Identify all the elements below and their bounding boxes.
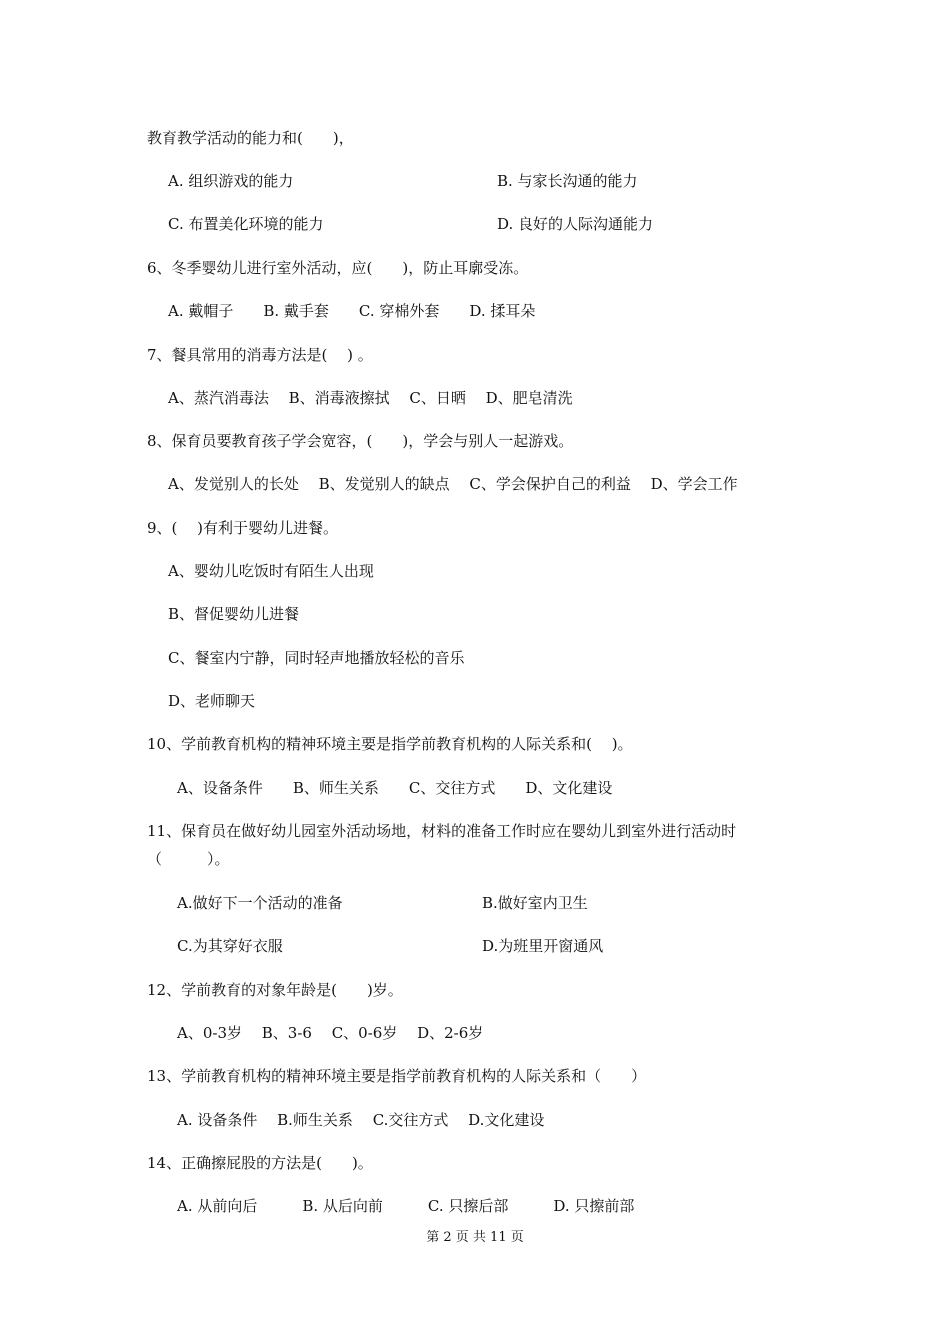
- question-11-option-b: B.做好室内卫生: [482, 894, 588, 912]
- question-8: 8、保育员要教育孩子学会宽容，( )，学会与别人一起游戏。: [147, 432, 574, 450]
- question-5-option-c: C. 布置美化环境的能力: [168, 215, 324, 233]
- question-9-option-b: B、督促婴幼儿进餐: [168, 605, 300, 623]
- question-7: 7、餐具常用的消毒方法是( ) 。: [147, 346, 373, 364]
- page-footer: 第 2 页 共 11 页: [426, 1230, 524, 1245]
- question-10: 10、学前教育机构的精神环境主要是指学前教育机构的人际关系和( )。: [147, 735, 633, 753]
- question-14-options: A. 从前向后 B. 从后向前 C. 只擦后部 D. 只擦前部: [177, 1197, 635, 1215]
- question-9-option-a: A、婴幼儿吃饭时有陌生人出现: [168, 562, 374, 580]
- question-5-continuation: 教育教学活动的能力和( )，: [147, 129, 354, 147]
- question-12-options: A、0-3岁 B、3-6 C、0-6岁 D、2-6岁: [177, 1024, 484, 1042]
- question-5-option-a: A. 组织游戏的能力: [168, 172, 294, 190]
- question-9-option-d: D、老师聊天: [168, 692, 256, 710]
- question-13: 13、学前教育机构的精神环境主要是指学前教育机构的人际关系和（ ）: [147, 1067, 647, 1085]
- question-7-options: A、蒸汽消毒法 B、消毒液擦拭 C、日晒 D、肥皂清洗: [168, 389, 573, 407]
- question-13-options: A. 设备条件 B.师生关系 C.交往方式 D.文化建设: [177, 1111, 545, 1129]
- question-11-line-1: 11、保育员在做好幼儿园室外活动场地，材料的准备工作时应在婴幼儿到室外进行活动时: [147, 822, 737, 840]
- question-9: 9、( )有利于婴幼儿进餐。: [147, 519, 339, 537]
- question-12: 12、学前教育的对象年龄是( )岁。: [147, 981, 403, 999]
- question-11-option-c: C.为其穿好衣服: [177, 937, 283, 955]
- question-8-options: A、发觉别人的长处 B、发觉别人的缺点 C、学会保护自己的利益 D、学会工作: [168, 475, 738, 493]
- question-9-option-c: C、餐室内宁静，同时轻声地播放轻松的音乐: [168, 649, 465, 667]
- question-5-option-b: B. 与家长沟通的能力: [497, 172, 638, 190]
- question-6-options: A. 戴帽子 B. 戴手套 C. 穿棉外套 D. 揉耳朵: [168, 302, 536, 320]
- question-10-options: A、设备条件 B、师生关系 C、交往方式 D、文化建设: [177, 779, 613, 797]
- question-14: 14、正确擦屁股的方法是( )。: [147, 1154, 373, 1172]
- question-11-option-a: A.做好下一个活动的准备: [177, 894, 343, 912]
- question-5-option-d: D. 良好的人际沟通能力: [497, 215, 654, 233]
- question-6: 6、冬季婴幼儿进行室外活动，应( )，防止耳廓受冻。: [147, 259, 529, 277]
- question-11-option-d: D.为班里开窗通风: [482, 937, 604, 955]
- question-11-line-2: （ ）。: [147, 850, 230, 868]
